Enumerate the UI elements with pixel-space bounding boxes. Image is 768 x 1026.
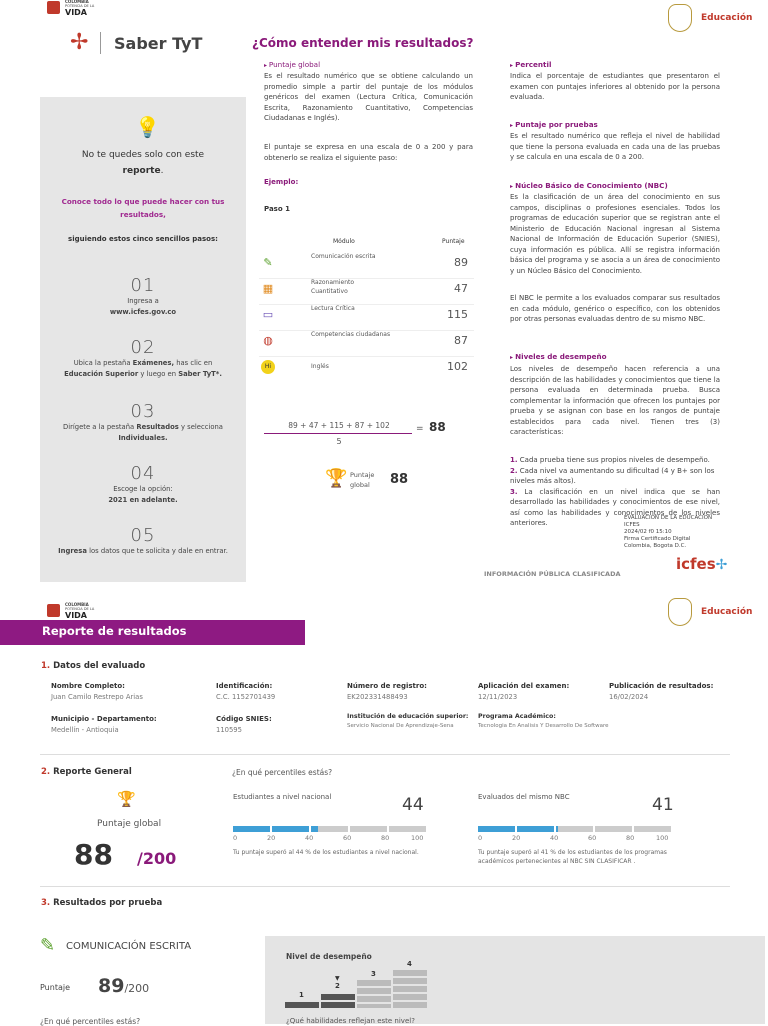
sec2-title: Reporte General (53, 767, 132, 777)
step-3-bold: Resultados (136, 423, 179, 431)
section-divider (40, 886, 730, 887)
field-value: 12/11/2023 (478, 693, 518, 701)
step-1-link[interactable]: www.icfes.gov.co (109, 308, 177, 316)
sign-line: Firma Certificado Digital (624, 536, 691, 542)
field-nombre (51, 682, 143, 701)
step-4-text (50, 484, 236, 506)
step-2-text (46, 358, 240, 380)
level-1-label: 1 (299, 991, 304, 999)
brand-main: VIDA (65, 611, 87, 620)
trophy-icon: 🏆 (325, 468, 348, 489)
tick-label: 0 (478, 834, 483, 842)
module-name: Inglés (311, 363, 329, 370)
exam-logo-text: Saber TyT (114, 34, 203, 53)
field-identificacion (216, 682, 275, 701)
tick-label: 100 (656, 834, 669, 842)
table-row (259, 304, 474, 331)
sec1-heading (41, 661, 145, 671)
sign-line: Colombia, Bogota D.C. (624, 543, 687, 549)
field-label: Nombre Completo: (51, 682, 125, 690)
module-name: Razonamiento Cuantitativo (311, 279, 355, 295)
escala-text: El puntaje se expresa en una escala de 0 a 200 y para obtenerlo se realiza el siguiente paso: (264, 143, 473, 162)
hi-icon: Hi (261, 360, 275, 374)
sec3-title: Resultados por prueba (53, 898, 163, 908)
step-4-pre: Escoge la opción: (113, 485, 173, 493)
test-score: 89 (98, 975, 125, 997)
level-2-bar (321, 994, 355, 1008)
sign-line: EVALUACION DE LA EDUCACION (624, 515, 713, 521)
lightbulb-icon: 💡 (135, 115, 160, 139)
education-logo (668, 598, 758, 628)
field-snies (216, 715, 272, 734)
step-1-pre: Ingresa a (127, 297, 159, 305)
tick-label: 20 (512, 834, 521, 842)
step-5-bold: Ingresa (58, 547, 87, 555)
global-label: Puntaje global (350, 471, 375, 489)
field-label: Identificación: (216, 682, 273, 690)
field-label: Municipio - Departamento: (51, 715, 157, 723)
sec1-num: 1. (41, 661, 51, 671)
level-marker-icon: ▼ (335, 975, 340, 982)
step-5 (50, 525, 236, 557)
report-global-label: Puntaje global (97, 819, 162, 829)
nbc-title: ▸ Núcleo Básico de Conocimiento (NBC) (510, 181, 668, 190)
list-text: Cada nivel va aumentando su dificultad (4 y B+ son los niveles más altos). (510, 466, 715, 485)
bar-segment (595, 826, 632, 832)
step-3-bold2: Individuales. (118, 434, 168, 442)
field-programa (478, 713, 609, 729)
coat-of-arms-icon (668, 4, 692, 32)
bar-fill (517, 826, 554, 832)
percentil-text: Indica el porcentaje de estudiantes que presentaron el examen con puntajes inferiores al obtenido por la persona evaluada. (510, 72, 720, 101)
field-value: Medellín - Antioquia (51, 726, 119, 734)
intro-text (60, 147, 226, 179)
intro-b: reporte (122, 166, 161, 176)
formula-denominator: 5 (336, 437, 342, 446)
step-3 (50, 401, 236, 444)
bar-fill (556, 826, 558, 832)
module-value: 87 (454, 334, 468, 347)
niveles-text: Los niveles de desempeño hacen referencia a una descripción de las habilidades y conocimientos que tiene la persona evaluada en determinada prueba. Busca complementar la información que ofrecen los puntajes por prueba y se asignan con base en los rangos de puntaje establecidos para cada nivel. Tienen tres (3) características: (510, 365, 720, 436)
formula-equals: = (416, 424, 424, 434)
table-row (259, 330, 474, 357)
list-item (510, 455, 720, 466)
step-3-text (50, 422, 236, 444)
nacional-note: Tu puntaje superó al 44 % de los estudiantes a nivel nacional. (233, 849, 419, 856)
step-2-post: has clic en (174, 359, 213, 367)
tick-label: 40 (550, 834, 559, 842)
field-value: Servicio Nacional De Aprendizaje-Sena (347, 723, 454, 729)
percentile-question: ¿En qué percentiles estás? (232, 768, 333, 777)
module-value: 115 (447, 308, 468, 321)
intro-a: No te quedes solo con este (81, 150, 205, 160)
nbc-value: 41 (652, 795, 674, 815)
field-value: EK202331488493 (347, 693, 408, 701)
colombia-logo (47, 0, 107, 18)
section-divider (40, 754, 730, 755)
follow-text: siguiendo estos cinco sencillos pasos: (68, 235, 218, 243)
field-label: Programa Académico: (478, 713, 556, 720)
nivel-question: ¿Qué habilidades reflejan este nivel? (286, 1017, 415, 1025)
list-num: 3. (510, 487, 518, 496)
module-name: Lectura Crítica (311, 305, 355, 312)
module-name: Comunicación escrita (311, 253, 376, 260)
tick-label: 100 (411, 834, 424, 842)
tick-label: 40 (305, 834, 314, 842)
step-1 (50, 275, 236, 318)
step-3-post: y selecciona (178, 423, 223, 431)
brand-top: COLOMBIA (65, 0, 89, 4)
level-4-bar (393, 970, 427, 1008)
pen-icon: ✎ (40, 935, 56, 956)
sign-line: 2024/02 f0 15:10 (624, 529, 672, 535)
steps-panel (40, 97, 246, 582)
test-name: COMUNICACIÓN ESCRITA (66, 941, 192, 952)
module-value: 47 (454, 282, 468, 295)
tick-label: 60 (343, 834, 352, 842)
step-2-post2: y luego en (138, 370, 179, 378)
step-2-number: 02 (130, 337, 156, 358)
bar-fill (272, 826, 309, 832)
section-title: ¿Cómo entender mis resultados? (252, 36, 474, 50)
step-2-bold: Exámenes, (132, 359, 175, 367)
nbc-text2: El NBC le permite a los evaluados comparar sus resultados en cada módulo, genérico o específico, con los obtenidos por otras personas evaluadas dentro de su mismo NBC. (510, 294, 720, 323)
report-title: Reporte de resultados (42, 624, 187, 638)
sec3-num: 3. (41, 898, 51, 908)
test-label: Puntaje (40, 983, 71, 992)
field-institucion (347, 713, 468, 729)
education-label: Educación (701, 13, 753, 23)
tick-label: 0 (233, 834, 238, 842)
flag-icon (47, 604, 60, 617)
col-modulo: Módulo (333, 238, 355, 245)
education-label: Educación (701, 607, 753, 617)
icfes-star-icon: ✢ (715, 557, 728, 573)
step-5-number: 05 (130, 525, 156, 546)
bar-segment (350, 826, 387, 832)
formula-result: 88 (429, 420, 446, 434)
field-value: 110595 (216, 726, 242, 734)
nacional-label: Estudiantes a nivel nacional (233, 793, 332, 801)
col-puntaje: Puntaje (442, 238, 465, 245)
field-registro (347, 682, 427, 701)
brand-top: COLOMBIA (65, 602, 89, 607)
pruebas-text: Es el resultado numérico que refleja el nivel de habilidad que tiene la persona evaluada en cada una de las pruebas y se calcula en una escala de 0 a 200. (510, 132, 720, 161)
pruebas-title: ▸ Puntaje por pruebas (510, 120, 598, 129)
step-5-post: los datos que te solicita y dale en entrar. (86, 547, 228, 555)
table-row (259, 278, 474, 305)
list-item (510, 466, 720, 487)
report-banner (0, 620, 305, 645)
clasificada-label: INFORMACIÓN PÚBLICA CLASIFICADA (484, 570, 621, 578)
bar-segment (556, 826, 593, 832)
logo-divider (100, 32, 101, 54)
ejemplo-label: Ejemplo: (264, 178, 299, 186)
intro-dot: . (160, 166, 164, 176)
tick-label: 80 (381, 834, 390, 842)
field-label: Institución de educación superior: (347, 713, 469, 720)
icfes-logo (676, 554, 727, 573)
brand-main: VIDA (65, 8, 87, 17)
saber-tyt-logo (70, 30, 210, 58)
bar-fill (233, 826, 270, 832)
nacional-percentile-bar (233, 826, 426, 832)
trophy-icon: 🏆 (117, 790, 136, 808)
module-value: 102 (447, 360, 468, 373)
sec1-title: Datos del evaluado (53, 661, 146, 671)
test-percentile-question: ¿En qué percentiles estás? (40, 1017, 141, 1026)
step-5-text (50, 546, 236, 557)
paso-label: Paso 1 (264, 205, 290, 213)
list-text: Cada prueba tiene sus propios niveles de desempeño. (519, 456, 710, 464)
field-municipio (51, 715, 157, 734)
field-label: Publicación de resultados: (609, 682, 714, 690)
report-global-score: 88 (74, 838, 113, 871)
list-num: 1. (510, 456, 518, 464)
nacional-value: 44 (402, 795, 424, 815)
percentil-title: ▸ Percentil (510, 60, 551, 69)
step-1-text (50, 296, 236, 318)
list-text: La clasificación en un nivel indica que se han desarrollado las habilidades y conocimientos de ese nivel, así como las habilidades y conocimientos de los niveles anteriores. (510, 487, 720, 527)
step-2-bold2: Educación Superior (64, 370, 139, 378)
field-value: 16/02/2024 (609, 693, 649, 701)
field-label: Número de registro: (347, 682, 427, 690)
step-1-number: 01 (130, 275, 156, 296)
pen-icon: ✎ (263, 256, 273, 269)
puntaje-global-text: Es el resultado numérico que se obtiene calculando un promedio simple a partir del puntaje de los módulos genéricos del examen (Lectura Crítica, Comunicación Escrita, Razonamiento Cuantitativo, Competencias Ciudadanas e Inglés). (264, 72, 473, 122)
step-4-number: 04 (130, 463, 156, 484)
level-1-bar (285, 1002, 319, 1008)
nivel-panel (265, 936, 765, 1024)
formula-line (264, 433, 412, 434)
nbc-text: Es la clasificación de un área del conocimiento en sus campos, disciplinas o profesiones esenciales. Todos los programas de educación superior que se registran ante el Ministerio de Educación Nacional ingresan al Sistema Nacional de Información de Educación Superior (SNIES), cuya información es pública. Allí se registra información básica del programa y se asocia a un área de conocimiento y un Núcleo Básico del Conocimiento. (510, 193, 720, 275)
test-max: /200 (124, 982, 150, 995)
nbc-label: Evaluados del mismo NBC (478, 793, 570, 801)
tick-label: 60 (588, 834, 597, 842)
brand-sub: POTENCIA DE LA (65, 4, 95, 8)
list-num: 2. (510, 466, 518, 475)
brand-sub: POTENCIA DE LA (65, 607, 95, 611)
table-row (259, 252, 474, 279)
step-2 (46, 337, 240, 380)
field-label: Código SNIES: (216, 715, 272, 723)
module-value: 89 (454, 256, 468, 269)
digital-signature (624, 515, 724, 550)
tick-label: 20 (267, 834, 276, 842)
field-value: Juan Camilo Restrepo Arias (51, 693, 143, 701)
bar-fill (311, 826, 318, 832)
step-2-bold3: Saber TyT*. (178, 370, 222, 378)
sec2-num: 2. (41, 767, 51, 777)
formula-numerator: 89 + 47 + 115 + 87 + 102 (288, 421, 390, 430)
flag-icon (47, 1, 60, 14)
step-2-pre: Ubica la pestaña (73, 359, 133, 367)
level-3-bar (357, 980, 391, 1008)
book-icon: ▭ (262, 308, 274, 321)
step-3-number: 03 (130, 401, 156, 422)
level-4-label: 4 (407, 960, 412, 968)
highlight-text: Conoce todo lo que puede hacer con tus resultados, (61, 197, 225, 219)
nbc-percentile-bar (478, 826, 671, 832)
sec3-heading (41, 898, 162, 908)
global-value: 88 (390, 472, 409, 487)
sign-line: ICFES (624, 522, 640, 528)
step-3-pre: Dirígete a la pestaña (63, 423, 137, 431)
bar-fill (478, 826, 515, 832)
coat-of-arms-icon (668, 598, 692, 626)
nbc-note: Tu puntaje superó al 41 % de los estudiantes de los programas académicos pertenecientes al NBC SIN CLASIFICAR . (478, 849, 667, 865)
bar-segment (389, 826, 426, 832)
step-4-bold: 2021 en adelante. (108, 496, 178, 504)
level-3-label: 3 (371, 970, 376, 978)
report-global-max: /200 (137, 849, 177, 868)
niveles-title: ▸ Niveles de desempeño (510, 352, 607, 361)
module-name: Competencias ciudadanas (311, 331, 391, 338)
calculator-icon: ▦ (262, 282, 274, 295)
globe-icon: ◍ (263, 334, 273, 347)
level-2-label: 2 (335, 982, 340, 990)
field-publicacion (609, 682, 713, 701)
test-score-wrap (98, 975, 149, 997)
puntaje-global-title: ▸ Puntaje global (264, 60, 320, 69)
bar-segment (634, 826, 671, 832)
field-label: Aplicación del examen: (478, 682, 570, 690)
tick-label: 80 (626, 834, 635, 842)
sec2-heading (41, 767, 132, 777)
icfes-text: icfes (676, 555, 716, 573)
step-4 (50, 463, 236, 506)
star-icon: ✢ (70, 30, 89, 55)
field-value: Tecnologia En Analisis Y Desarrollo De Software (478, 723, 609, 729)
field-value: C.C. 1152701439 (216, 693, 276, 701)
education-logo (668, 4, 758, 34)
colombia-logo (47, 603, 107, 621)
nivel-title: Nivel de desempeño (286, 952, 372, 961)
field-aplicacion (478, 682, 569, 701)
table-row (259, 356, 474, 382)
